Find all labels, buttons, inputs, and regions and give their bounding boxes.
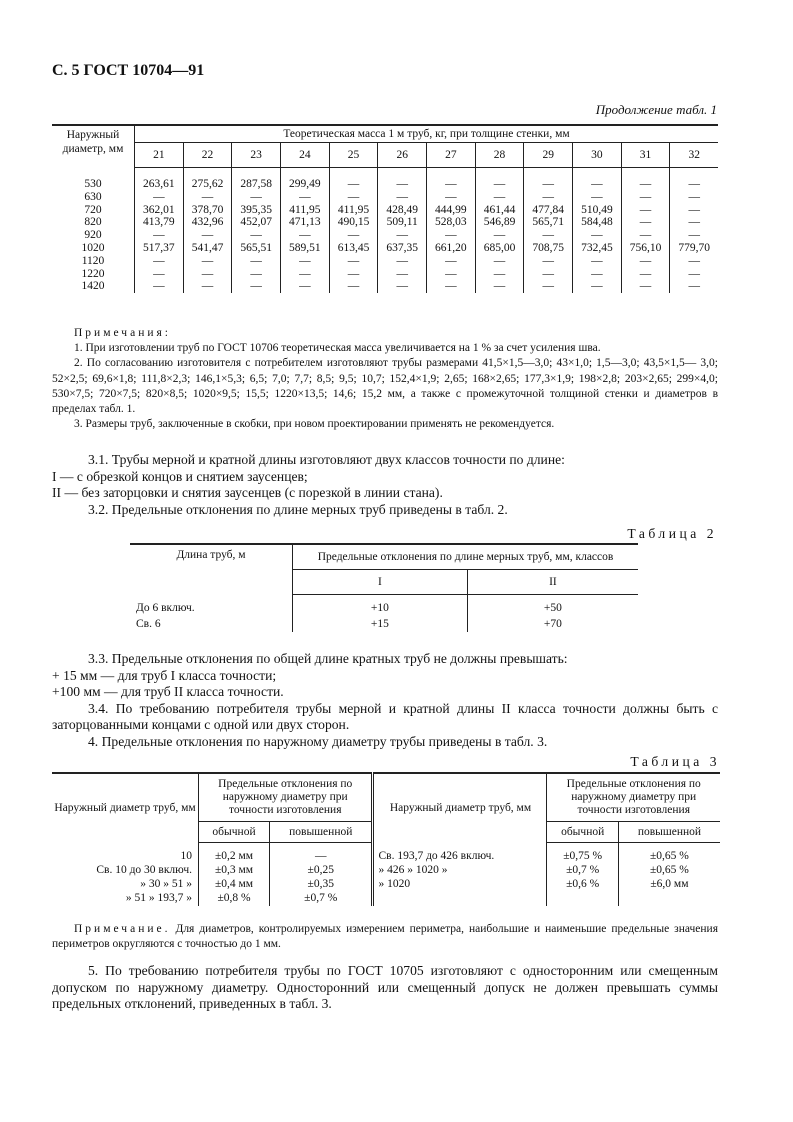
mass-cell: — [427,229,476,242]
row-diameter: 1420 [81,280,105,293]
page-header: С. 5 ГОСТ 10704—91 [52,62,205,79]
mass-cell: — [621,229,670,242]
mass-cell: 509,11 [378,216,427,229]
mass-cell: — [573,255,622,268]
mass-cell: — [378,255,427,268]
table-2 [130,543,638,632]
cell: +50 [467,595,638,617]
note-item: 1. При изготовлении труб по ГОСТ 10706 теоретическая масса увеличивается на 1 % за счет усиления шва. [74,342,601,355]
mass-cell: — [183,268,232,281]
mass-cell: — [524,268,573,281]
mass-cell: — [573,191,622,204]
mass-cell: — [621,191,670,204]
paragraph: 3.3. Предельные отклонения по общей длине кратных труб не должны превышать: [88,651,568,666]
table-row [52,280,718,293]
mass-cell: — [378,268,427,281]
mass-cell: — [670,191,718,204]
row-diameter: 820 [84,216,102,229]
t1-thickness-22: 22 [183,143,232,168]
mass-cell: 685,00 [475,242,524,255]
mass-cell: — [183,280,232,293]
section-3-3 [52,651,718,750]
mass-cell: — [378,191,427,204]
t1-thickness-26: 26 [378,143,427,168]
paragraph: 3.2. Предельные отклонения по длине мерных труб приведены в табл. 2. [88,501,508,517]
mass-cell: 584,48 [573,216,622,229]
mass-cell: — [475,168,524,191]
t1-thickness-25: 25 [329,143,378,168]
mass-cell: — [427,168,476,191]
t1-thickness-23: 23 [232,143,281,168]
mass-cell: 565,51 [232,242,281,255]
paragraph: +100 мм — для труб II класса точности. [52,684,284,699]
note-item: 2. По согласованию изготовителя с потребителем изготовляют трубы размерами 41,5×1,5—3,0; 43×1,0; 1,5—3,0; 43,5×1,5— 3,0; 52×2,5; 69,6×1,8; 111,8×2,3; 146,1×5,3; 6,5; 7,0; 7,7; 8,5; 9,5; 10,7; 152,4×1,9; 2,65; 168×2,65; 177,3×1,9; 198×2,8; 203×2,65; 299×4,0; 530×7,5; 720×7,5; 820×8,5; 1020×9,5; 15,5; 1220×13,5; 14,6; 15,2 мм, а также с промежуточной толщиной стенки и диаметров в пределах табл. 1. [52,357,718,416]
mass-cell: — [475,191,524,204]
t1-thickness-28: 28 [475,143,524,168]
cell: ±0,2 мм ±0,3 мм ±0,4 мм ±0,8 % [199,843,270,907]
mass-cell: — [135,229,184,242]
table-3-note [52,922,718,951]
mass-cell: — [670,216,718,229]
t1-thickness-24: 24 [281,143,330,168]
t1-thickness-30: 30 [573,143,622,168]
mass-cell: 517,37 [135,242,184,255]
table-row [52,229,718,242]
paragraph: I — с обрезкой концов и снятием заусенцев; [52,468,308,484]
t3-sub-normal-2: обычной [547,822,618,843]
mass-cell: 428,49 [378,204,427,217]
t3-col-deviation: Предельные отклонения по наружному диаметру при точности изготовления [199,773,373,822]
note-text: Для диаметров, контролируемых измерением периметра, наибольшие и наименьшие предельные значения периметров округляются с точностью до 1 мм. [52,923,718,950]
mass-cell: — [281,229,330,242]
mass-cell: 461,44 [475,204,524,217]
table-row [52,268,718,281]
table-continuation-label: Продолжение табл. 1 [595,102,717,117]
mass-cell: — [183,255,232,268]
row-diameter: 920 [84,229,102,242]
mass-cell: 378,70 [183,204,232,217]
mass-cell: 413,79 [135,216,184,229]
mass-cell: — [232,268,281,281]
t2-class-2: II [467,570,638,595]
mass-cell: — [475,255,524,268]
mass-cell: — [427,255,476,268]
mass-cell: — [670,280,718,293]
mass-cell: — [329,280,378,293]
mass-cell: — [621,280,670,293]
t3-col-diameter-2: Наружный диаметр труб, мм [373,773,547,843]
mass-cell: — [232,229,281,242]
cell: +15 [293,616,468,632]
mass-cell: — [573,229,622,242]
mass-cell: 708,75 [524,242,573,255]
row-diameter: 630 [84,190,102,203]
mass-cell: — [135,255,184,268]
cell: ±0,75 % ±0,7 % ±0,6 % [547,843,618,907]
t3-sub-high-2: повышенной [618,822,720,843]
row-diameter: 530 [84,177,102,190]
mass-cell: 432,96 [183,216,232,229]
mass-cell: — [524,255,573,268]
mass-cell: — [329,268,378,281]
t1-thickness-29: 29 [524,143,573,168]
mass-cell: — [329,255,378,268]
mass-cell: — [670,255,718,268]
t3-sub-high: повышенной [270,822,373,843]
mass-cell: — [670,204,718,217]
table-row [52,216,718,229]
mass-cell: — [621,268,670,281]
mass-cell: — [232,191,281,204]
t2-class-1: I [293,570,468,595]
mass-cell: — [232,280,281,293]
t1-thickness-21: 21 [135,143,184,168]
table-row [52,255,718,268]
mass-cell: — [670,268,718,281]
mass-cell: 510,49 [573,204,622,217]
mass-cell: — [475,229,524,242]
table-row [130,595,638,617]
cell: +10 [293,595,468,617]
t1-thickness-31: 31 [621,143,670,168]
mass-cell: 287,58 [232,168,281,191]
mass-cell: — [135,268,184,281]
mass-cell: — [670,168,718,191]
notes [52,326,718,432]
t3-col-diameter: Наружный диаметр труб, мм [52,773,199,843]
t2-group-header: Предельные отклонения по длине мерных труб, мм, классов [293,544,639,570]
mass-cell: — [670,229,718,242]
mass-cell: 589,51 [281,242,330,255]
mass-cell: 732,45 [573,242,622,255]
cell: +70 [467,616,638,632]
mass-cell: — [427,280,476,293]
row-diameter: 1020 [81,241,105,254]
t1-col-diameter: Наружный диаметр, мм [52,125,135,168]
mass-cell: 263,61 [135,168,184,191]
table-1 [52,124,718,293]
mass-cell: — [232,255,281,268]
mass-cell: 613,45 [329,242,378,255]
mass-cell: — [329,191,378,204]
mass-cell: — [621,255,670,268]
mass-cell: 299,49 [281,168,330,191]
table-row [52,168,718,191]
mass-cell: 490,15 [329,216,378,229]
note-title: Примечание. [74,923,171,935]
mass-cell: — [281,280,330,293]
t1-group-header: Теоретическая масса 1 м труб, кг, при толщине стенки, мм [135,125,719,143]
row-diameter: 1220 [81,267,105,280]
cell: — ±0,25 ±0,35 ±0,7 % [270,843,373,907]
table-2-label: Таблица 2 [627,526,717,541]
mass-cell: — [621,216,670,229]
mass-cell: 546,89 [475,216,524,229]
table-row [130,616,638,632]
mass-cell: 452,07 [232,216,281,229]
mass-cell: — [281,255,330,268]
t3-col-deviation-2: Предельные отклонения по наружному диаметру при точности изготовления [547,773,720,822]
paragraph: 4. Предельные отклонения по наружному диаметру трубы приведены в табл. 3. [88,733,548,749]
mass-cell: 362,01 [135,204,184,217]
mass-cell: — [475,268,524,281]
mass-cell: 477,84 [524,204,573,217]
mass-cell: 471,13 [281,216,330,229]
mass-cell: — [573,168,622,191]
table-row [52,843,720,907]
mass-cell: — [621,204,670,217]
cell: Св. 193,7 до 426 включ. » 426 » 1020 » » 1020 [373,843,547,907]
section-3-1 [52,452,718,518]
mass-cell: — [281,268,330,281]
cell: 10 Св. 10 до 30 включ. » 30 » 51 » » 51 » 193,7 » [96,849,192,904]
notes-title: Примечания: [74,327,171,339]
mass-cell: 395,35 [232,204,281,217]
cell: Св. 6 [136,618,161,630]
mass-cell: — [475,280,524,293]
mass-cell: — [524,168,573,191]
mass-cell: — [135,191,184,204]
cell: ±0,65 % ±0,65 % ±6,0 мм [618,843,720,907]
mass-cell: — [378,280,427,293]
mass-cell: — [183,191,232,204]
mass-cell: 756,10 [621,242,670,255]
table-row [52,242,718,255]
row-diameter: 720 [84,203,102,216]
t2-col-length: Длина труб, м [130,544,293,595]
mass-cell: — [378,168,427,191]
t1-thickness-32: 32 [670,143,718,168]
mass-cell: — [329,168,378,191]
mass-cell: 444,99 [427,204,476,217]
mass-cell: — [621,168,670,191]
table-row [52,204,718,217]
paragraph: 5. По требованию потребителя трубы по ГОСТ 10705 изготовляют с односторонним или смещенным допуском по наружному диаметру. Односторонний или смещенный допуск не должен превышать суммы предельных отклонений, приведенных в табл. 3. [52,963,718,1011]
mass-cell: — [281,191,330,204]
t3-sub-normal: обычной [199,822,270,843]
mass-cell: — [524,191,573,204]
note-item: 3. Размеры труб, заключенные в скобки, при новом проектировании применять не рекомендуется. [74,418,555,431]
mass-cell: — [378,229,427,242]
mass-cell: — [573,280,622,293]
mass-cell: — [573,268,622,281]
mass-cell: 565,71 [524,216,573,229]
paragraph: + 15 мм — для труб I класса точности; [52,667,277,683]
mass-cell: — [524,229,573,242]
mass-cell: 779,70 [670,242,718,255]
mass-cell: — [135,280,184,293]
t1-thickness-27: 27 [427,143,476,168]
section-5 [52,963,718,1013]
mass-cell: 411,95 [329,204,378,217]
table-row [52,191,718,204]
paragraph: 3.1. Трубы мерной и кратной длины изготовляют двух классов точности по длине: [88,452,565,467]
mass-cell: 661,20 [427,242,476,255]
mass-cell: — [427,191,476,204]
mass-cell: 275,62 [183,168,232,191]
cell: До 6 включ. [136,601,195,614]
table-3 [52,772,720,906]
paragraph: 3.4. По требованию потребителя трубы мерной и кратной длины II класса точности должны быть с заторцованными концами с одной или двух сторон. [52,700,718,732]
table-3-label: Таблица 3 [630,754,720,769]
mass-cell: — [183,229,232,242]
mass-cell: — [427,268,476,281]
mass-cell: — [524,280,573,293]
row-diameter: 1120 [81,254,105,267]
mass-cell: 541,47 [183,242,232,255]
mass-cell: 528,03 [427,216,476,229]
mass-cell: — [329,229,378,242]
paragraph: II — без заторцовки и снятия заусенцев (с порезкой в линии стана). [52,485,443,500]
mass-cell: 637,35 [378,242,427,255]
mass-cell: 411,95 [281,204,330,217]
